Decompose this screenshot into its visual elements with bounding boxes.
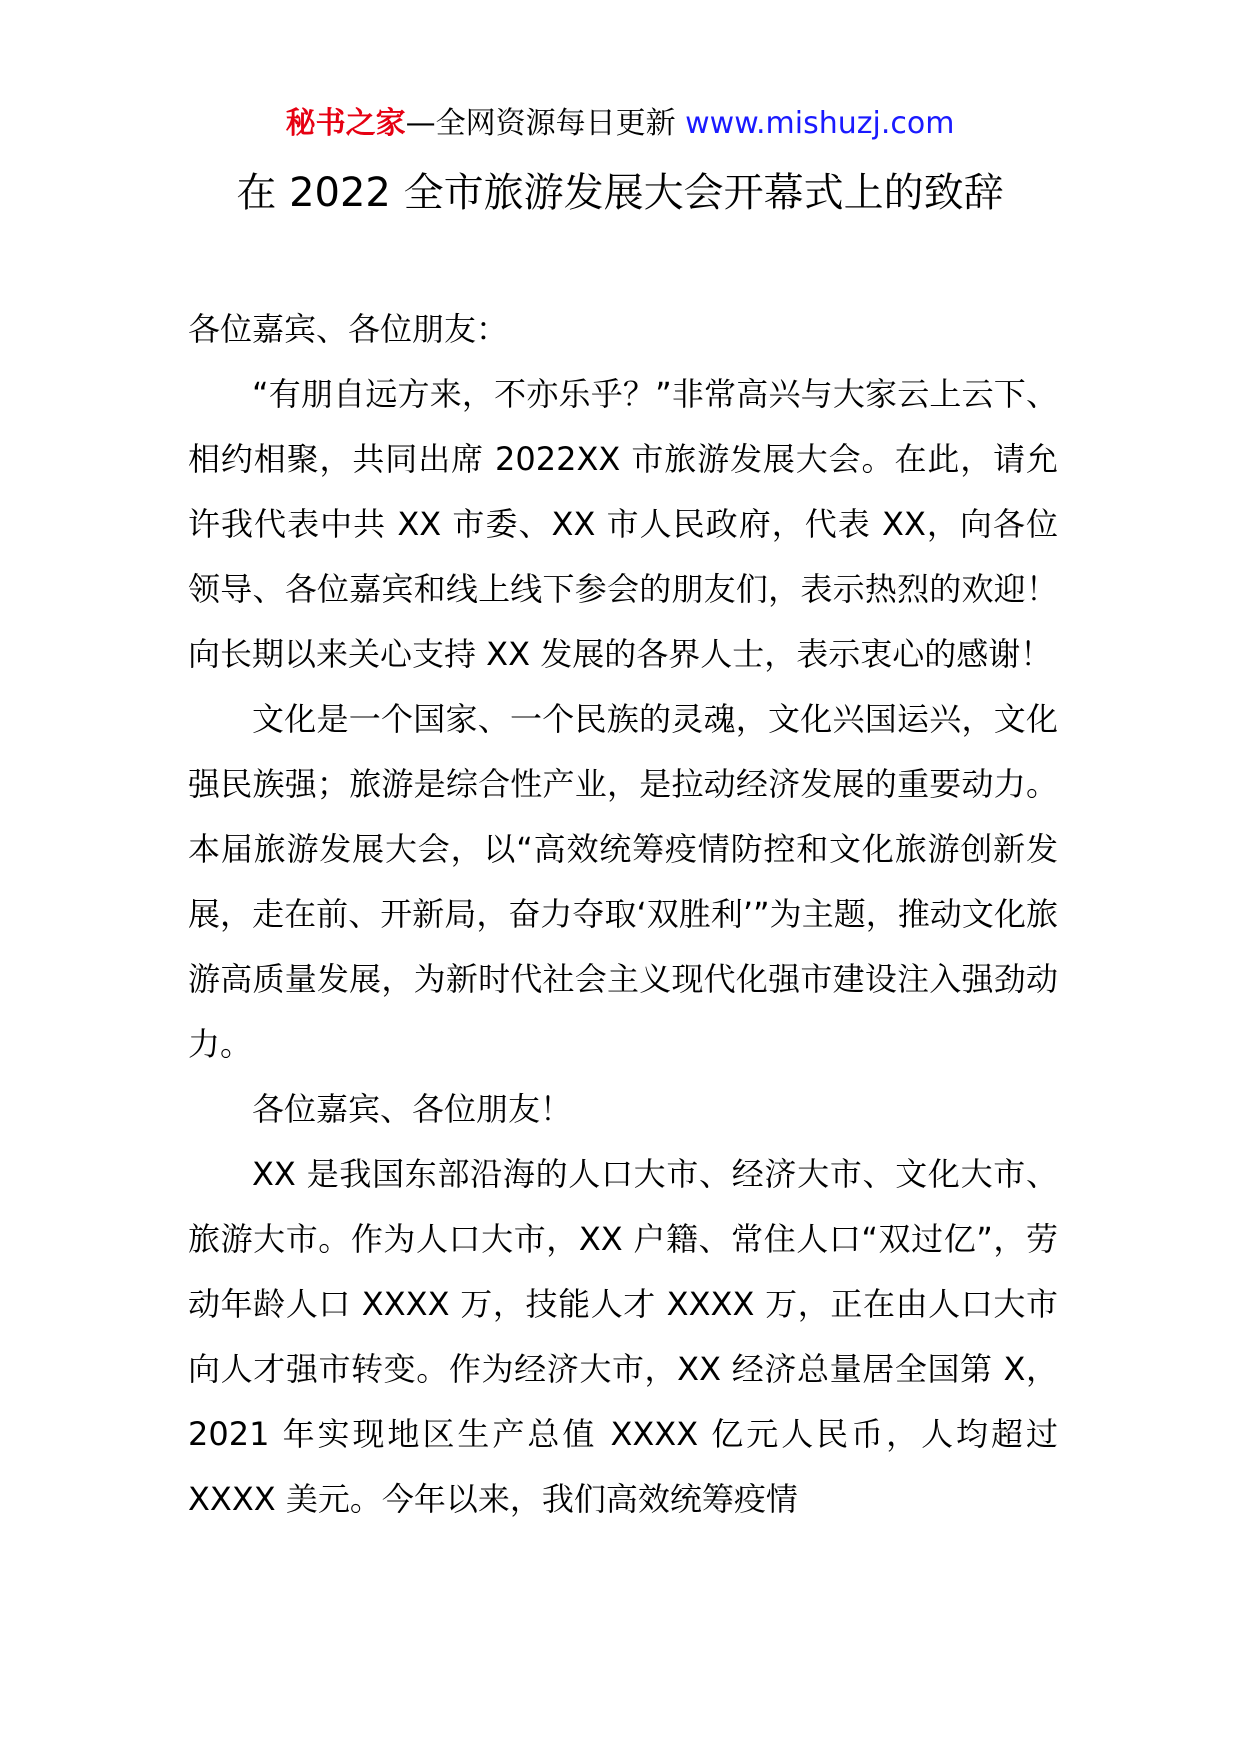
document-title: 在 2022 全市旅游发展大会开幕式上的致辞 bbox=[236, 170, 1004, 216]
document-body bbox=[188, 297, 1058, 1532]
brand-name: 秘书之家 bbox=[285, 106, 406, 141]
paragraph-city-intro: XX 是我国东部沿海的人口大市、经济大市、文化大市、旅游大市。作为人口大市，XX 户籍、常住人口“双过亿”，劳动年龄人口 XXXX 万，技能人才 XXXX 万，正在由人口大市向人才强市转变。作为经济大市，XX 经济总量居全国第 X，2021 年实现地区生产总值 XXXX 亿元人民币，人均超过 XXXX 美元。今年以来，我们高效统筹疫情 bbox=[188, 1155, 1058, 1518]
paragraph-welcome: “有朋自远方来，不亦乐乎？”非常高兴与大家云上云下、相约相聚，共同出席 2022XX 市旅游发展大会。在此，请允许我代表中共 XX 市委、XX 市人民政府，代表 XX，向各位领导、各位嘉宾和线上线下参会的朋友们，表示热烈的欢迎！向长期以来关心支持 XX 发展的各界人士，表示衷心的感谢！ bbox=[188, 375, 1058, 673]
website-link[interactable]: www.mishuzj.com bbox=[685, 106, 955, 141]
paragraph-salutation: 各位嘉宾、各位朋友！ bbox=[252, 1090, 573, 1128]
salutation: 各位嘉宾、各位朋友： bbox=[188, 310, 509, 348]
paragraph-culture: 文化是一个国家、一个民族的灵魂，文化兴国运兴，文化强民族强；旅游是综合性产业，是拉动经济发展的重要动力。本届旅游发展大会，以“高效统筹疫情防控和文化旅游创新发展，走在前、开新局，奋力夺取‘双胜利’”为主题，推动文化旅游高质量发展，为新时代社会主义现代化强市建设注入强劲动力。 bbox=[188, 700, 1058, 1063]
header-tagline: —全网资源每日更新 bbox=[405, 106, 686, 141]
page-header bbox=[0, 104, 1240, 144]
